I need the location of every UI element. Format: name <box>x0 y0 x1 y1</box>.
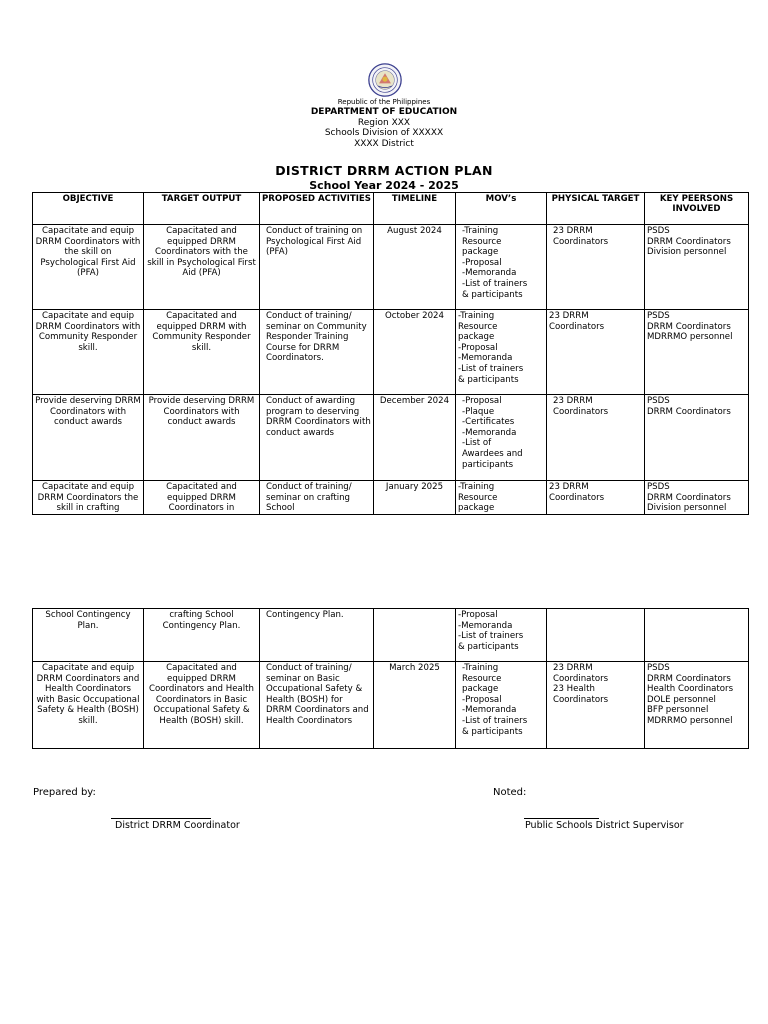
timeline-cell <box>374 609 456 662</box>
signature-line <box>111 818 211 819</box>
target-output-cell: Capacitated and equipped DRRM Coordinators in <box>144 481 260 515</box>
objective-cell: Capacitate and equip DRRM Coordinators the skill in crafting <box>33 481 144 515</box>
column-header: PHYSICAL TARGET <box>547 193 645 225</box>
column-header: TARGET OUTPUT <box>144 193 260 225</box>
objective-cell: School Contingency Plan. <box>33 609 144 662</box>
target-output-cell: Capacitated and equipped DRRM with Community Responder skill. <box>144 310 260 395</box>
objective-cell: Capacitate and equip DRRM Coordinators with the skill on Psychological First Aid (PFA) <box>33 225 144 310</box>
movs-cell: -Training Resource package <box>456 481 547 515</box>
timeline-cell: March 2025 <box>374 662 456 749</box>
column-header: PROPOSED ACTIVITIES <box>260 193 374 225</box>
table-row <box>33 662 749 749</box>
target-output-cell: crafting School Contingency Plan. <box>144 609 260 662</box>
target-output-cell: Capacitated and equipped DRRM Coordinators with the skill in Psychological First Aid (PFA) <box>144 225 260 310</box>
physical-target-cell <box>547 609 645 662</box>
region-text: Region XXX <box>357 118 411 128</box>
key-persons-cell <box>645 609 749 662</box>
district-text: XXXX District <box>354 139 414 149</box>
key-persons-cell: PSDS DRRM Coordinators Division personnel <box>645 481 749 515</box>
movs-cell: -Training Resource package -Proposal -Memoranda -List of trainers & participants <box>456 310 547 395</box>
objective-cell: Provide deserving DRRM Coordinators with conduct awards <box>33 395 144 481</box>
action-plan-table <box>32 192 749 515</box>
column-header: KEY PEERSONS INVOLVED <box>645 193 749 225</box>
noted-label: Noted: <box>493 787 527 798</box>
timeline-cell: October 2024 <box>374 310 456 395</box>
timeline-cell: December 2024 <box>374 395 456 481</box>
noted-role: Public Schools District Supervisor <box>525 820 684 831</box>
target-output-cell: Provide deserving DRRM Coordinators with conduct awards <box>144 395 260 481</box>
prepared-role: District DRRM Coordinator <box>115 820 240 831</box>
prepared-by-label: Prepared by: <box>33 787 96 798</box>
page-title: DISTRICT DRRM ACTION PLAN <box>275 163 493 178</box>
activities-cell: Conduct of awarding program to deserving DRRM Coordinators with conduct awards <box>260 395 374 481</box>
key-persons-cell: PSDS DRRM Coordinators <box>645 395 749 481</box>
table-header-row <box>33 193 749 225</box>
action-plan-table-continued <box>32 608 749 749</box>
movs-cell: -Proposal -Plaque -Certificates -Memoranda -List of Awardees and participants <box>456 395 547 481</box>
timeline-cell: January 2025 <box>374 481 456 515</box>
activities-cell: Conduct of training/ seminar on Community Responder Training Course for DRRM Coordinators. <box>260 310 374 395</box>
key-persons-cell: PSDS DRRM Coordinators Division personnel <box>645 225 749 310</box>
division-text: Schools Division of XXXXX <box>324 128 444 138</box>
timeline-cell: August 2024 <box>374 225 456 310</box>
movs-cell: -Proposal -Memoranda -List of trainers & participants <box>456 609 547 662</box>
activities-cell: Conduct of training/ seminar on crafting School <box>260 481 374 515</box>
school-year: School Year 2024 - 2025 <box>309 179 459 192</box>
key-persons-cell: PSDS DRRM Coordinators Health Coordinators DOLE personnel BFP personnel MDRRMO personnel <box>645 662 749 749</box>
movs-cell: -Training Resource package -Proposal -Memoranda -List of trainers & participants <box>456 662 547 749</box>
physical-target-cell: 23 DRRM Coordinators <box>547 310 645 395</box>
activities-cell: Conduct of training/ seminar on Basic Occupational Safety & Health (BOSH) for DRRM Coordinators and Health Coordinators <box>260 662 374 749</box>
key-persons-cell: PSDS DRRM Coordinators MDRRMO personnel <box>645 310 749 395</box>
target-output-cell: Capacitated and equipped DRRM Coordinators and Health Coordinators in Basic Occupational Safety & Health (BOSH) skill. <box>144 662 260 749</box>
republic-text: Republic of the Philippines <box>337 98 431 106</box>
column-header: MOV’s <box>456 193 547 225</box>
table-row <box>33 225 749 310</box>
physical-target-cell: 23 DRRM Coordinators 23 Health Coordinators <box>547 662 645 749</box>
table-row <box>33 395 749 481</box>
table-row <box>33 609 749 662</box>
column-header: OBJECTIVE <box>33 193 144 225</box>
physical-target-cell: 23 DRRM Coordinators <box>547 225 645 310</box>
objective-cell: Capacitate and equip DRRM Coordinators with Community Responder skill. <box>33 310 144 395</box>
physical-target-cell: 23 DRRM Coordinators <box>547 481 645 515</box>
deped-seal-icon <box>368 63 402 97</box>
movs-cell: -Training Resource package -Proposal -Memoranda -List of trainers & participants <box>456 225 547 310</box>
table-row <box>33 310 749 395</box>
objective-cell: Capacitate and equip DRRM Coordinators and Health Coordinators with Basic Occupational Safety & Health (BOSH) skill. <box>33 662 144 749</box>
table-row <box>33 481 749 515</box>
activities-cell: Contingency Plan. <box>260 609 374 662</box>
activities-cell: Conduct of training on Psychological First Aid (PFA) <box>260 225 374 310</box>
physical-target-cell: 23 DRRM Coordinators <box>547 395 645 481</box>
department-name: DEPARTMENT OF EDUCATION <box>310 107 458 117</box>
column-header: TIMELINE <box>374 193 456 225</box>
signature-line <box>524 818 599 819</box>
